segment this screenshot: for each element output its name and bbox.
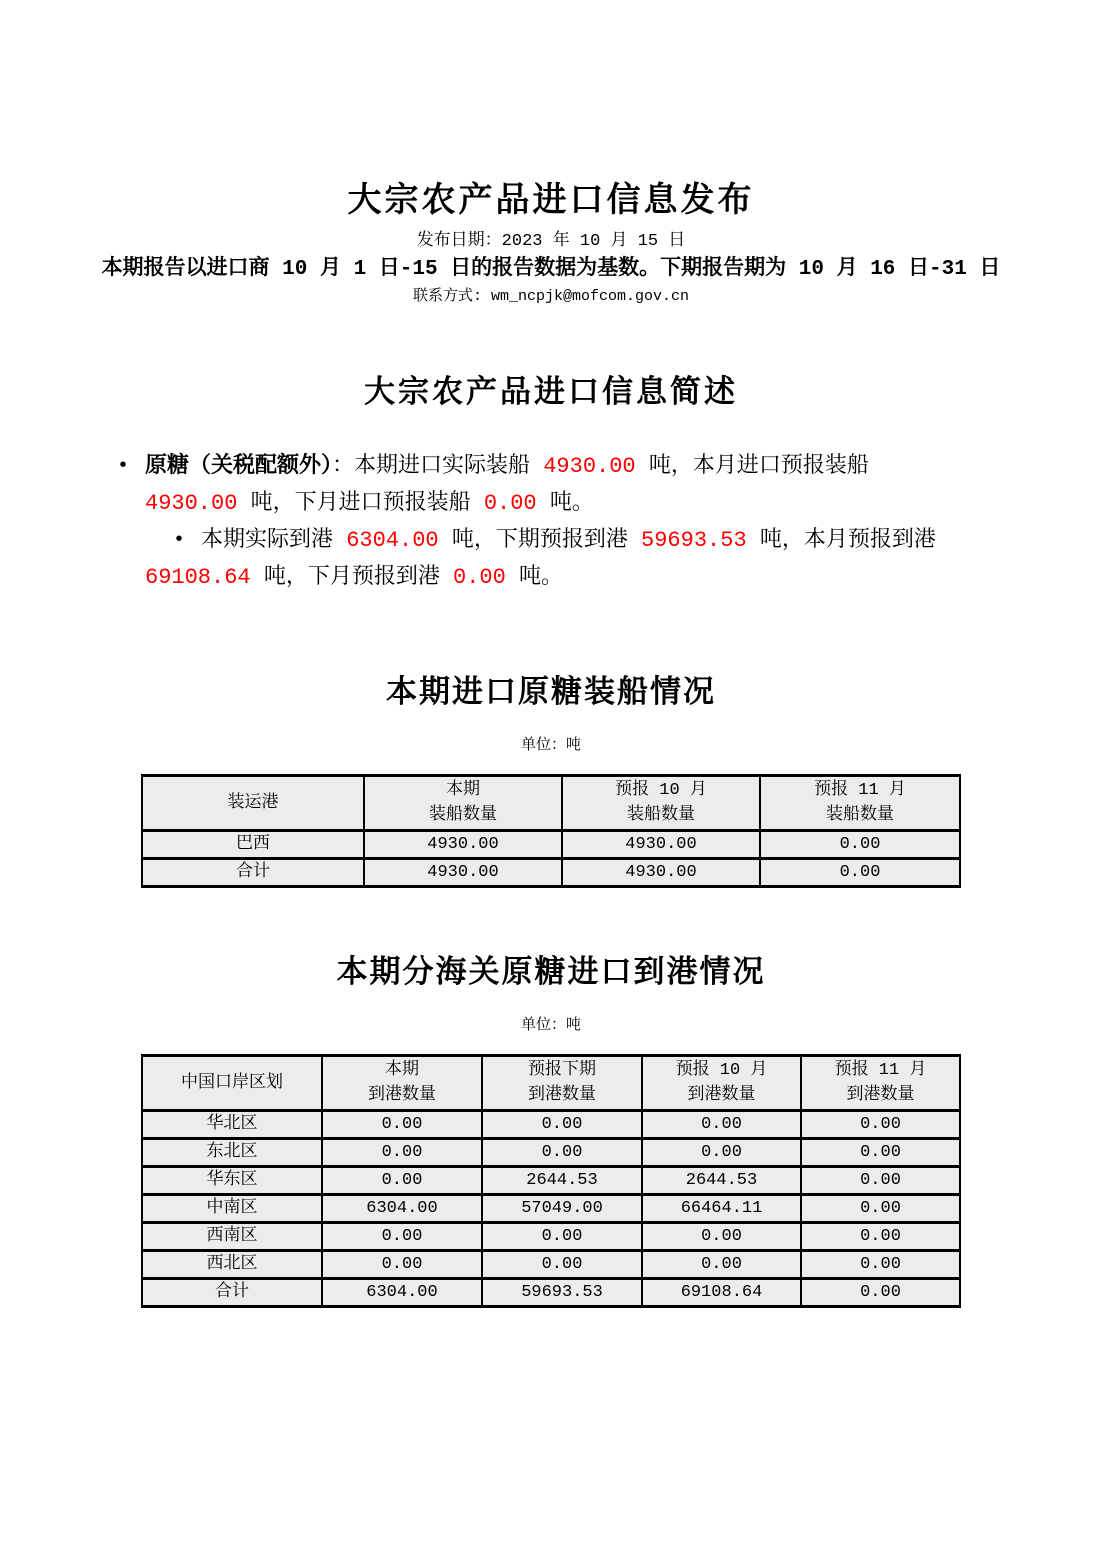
value-cell: 4930.00	[364, 831, 562, 859]
bullet-text: 吨，本月预报到港	[746, 528, 936, 553]
column-header-forecast-nov	[760, 776, 960, 831]
bullet-text: ：本期进口实际装船	[332, 454, 544, 479]
row-label: 合计	[142, 1279, 322, 1307]
table-row-north-china	[142, 1111, 960, 1139]
column-header-current-arrival	[322, 1056, 482, 1111]
bullet-text: 吨，本月进口预报装船	[635, 454, 869, 479]
table-row-total	[142, 859, 960, 887]
header-line: 中国口岸区划	[181, 1073, 283, 1093]
table-row-total	[142, 1279, 960, 1307]
red-value: 0.00	[483, 491, 537, 516]
red-value: 69108.64	[145, 565, 251, 590]
value-cell: 0.00	[801, 1223, 960, 1251]
red-value: 0.00	[453, 565, 506, 590]
value-cell: 0.00	[760, 859, 960, 887]
value-cell: 0.00	[322, 1251, 482, 1279]
row-label: 华北区	[142, 1111, 322, 1139]
column-header-region	[142, 1056, 322, 1111]
value-cell: 0.00	[642, 1251, 801, 1279]
value-cell: 0.00	[801, 1279, 960, 1307]
value-cell: 6304.00	[322, 1195, 482, 1223]
page-title: 大宗农产品进口信息发布	[347, 184, 755, 222]
shipping-table	[141, 774, 961, 888]
value-cell: 6304.00	[322, 1279, 482, 1307]
red-value: 4930.00	[145, 491, 238, 516]
value-cell: 59693.53	[482, 1279, 642, 1307]
value-cell: 0.00	[642, 1223, 801, 1251]
bullet-text: 吨。	[536, 491, 594, 516]
value-cell: 4930.00	[364, 859, 562, 887]
bullet-text: 吨，下月预报到港	[250, 565, 454, 590]
header-line: 预报 11 月	[814, 781, 906, 800]
header-line: 到港数量	[528, 1086, 596, 1105]
value-cell: 0.00	[801, 1167, 960, 1195]
column-header-forecast-nov	[801, 1056, 960, 1111]
arrival-table	[141, 1054, 961, 1308]
column-header-current-shipment	[364, 776, 562, 831]
value-cell: 0.00	[801, 1195, 960, 1223]
row-label: 华东区	[142, 1167, 322, 1195]
row-label: 合计	[142, 859, 364, 887]
publish-date: 发布日期：2023 年 10 月 15 日	[416, 232, 686, 251]
value-cell: 0.00	[482, 1223, 642, 1251]
table-row-central-south	[142, 1195, 960, 1223]
header-line: 预报 11 月	[834, 1061, 927, 1080]
bullet-text: 本期实际到港	[201, 528, 347, 553]
row-label: 巴西	[142, 831, 364, 859]
bullet-icon: •	[173, 529, 186, 552]
value-cell: 0.00	[322, 1223, 482, 1251]
shipping-table-title: 本期进口原糖装船情况	[386, 677, 716, 712]
report-period-note: 本期报告以进口商 10 月 1 日-15 日的报告数据为基数。下期报告期为 10 月 16 日-31 日	[101, 258, 1001, 281]
value-cell: 4930.00	[562, 831, 760, 859]
header-line: 装运港	[227, 793, 279, 813]
value-cell: 0.00	[322, 1139, 482, 1167]
value-cell: 0.00	[482, 1111, 642, 1139]
arrival-header-row	[142, 1056, 960, 1111]
header-line: 本期	[385, 1061, 419, 1080]
bullet-text: 吨，下期预报到港	[438, 528, 642, 553]
header-line: 装船数量	[627, 806, 695, 825]
header-line: 到港数量	[368, 1086, 436, 1105]
value-cell: 66464.11	[642, 1195, 801, 1223]
column-header-forecast-oct	[642, 1056, 801, 1111]
summary-section-title: 大宗农产品进口信息简述	[364, 377, 738, 412]
header-line: 预报 10 月	[675, 1061, 768, 1080]
summary-list	[117, 448, 977, 596]
header-line: 到港数量	[846, 1086, 915, 1105]
value-cell: 0.00	[801, 1111, 960, 1139]
header-line: 本期	[446, 781, 480, 800]
value-cell: 69108.64	[642, 1279, 801, 1307]
row-label: 东北区	[142, 1139, 322, 1167]
arrival-table-title: 本期分海关原糖进口到港情况	[336, 957, 766, 992]
value-cell: 0.00	[801, 1251, 960, 1279]
value-cell: 0.00	[760, 831, 960, 859]
column-header-forecast-oct	[562, 776, 760, 831]
value-cell: 0.00	[322, 1167, 482, 1195]
column-header-forecast-next	[482, 1056, 642, 1111]
value-cell: 57049.00	[482, 1195, 642, 1223]
summary-bullet-shipping	[117, 448, 977, 522]
bullet-text: 吨，下月进口预报装船	[237, 491, 484, 516]
value-cell: 0.00	[322, 1111, 482, 1139]
red-value: 4930.00	[543, 454, 636, 479]
summary-bullet-arrival	[145, 522, 977, 596]
header-line: 到港数量	[687, 1086, 756, 1105]
arrival-unit-label: 单位：吨	[520, 1017, 581, 1034]
table-row-northwest	[142, 1251, 960, 1279]
table-row-northeast	[142, 1139, 960, 1167]
value-cell: 2644.53	[482, 1167, 642, 1195]
value-cell: 2644.53	[642, 1167, 801, 1195]
shipping-header-row	[142, 776, 960, 831]
header-line: 装船数量	[429, 806, 497, 825]
contact-email: 联系方式: wm_ncpjk@mofcom.gov.cn	[412, 288, 690, 305]
red-value: 6304.00	[346, 528, 439, 553]
value-cell: 0.00	[482, 1139, 642, 1167]
shipping-unit-label: 单位：吨	[520, 737, 581, 754]
row-label: 西北区	[142, 1251, 322, 1279]
header-line: 装船数量	[826, 806, 894, 825]
value-cell: 0.00	[801, 1139, 960, 1167]
bullet-icon: •	[117, 455, 130, 478]
value-cell: 4930.00	[562, 859, 760, 887]
table-row-east-china	[142, 1167, 960, 1195]
row-label: 西南区	[142, 1223, 322, 1251]
table-row-brazil	[142, 831, 960, 859]
value-cell: 0.00	[642, 1111, 801, 1139]
red-value: 59693.53	[641, 528, 747, 553]
value-cell: 0.00	[642, 1139, 801, 1167]
bullet-text: 吨。	[505, 565, 564, 590]
header-line: 预报下期	[528, 1061, 596, 1080]
column-header-port	[142, 776, 364, 831]
header-line: 预报 10 月	[615, 781, 707, 800]
bullet-lead: 原糖（关税配额外）	[145, 454, 333, 479]
table-row-southwest	[142, 1223, 960, 1251]
value-cell: 0.00	[482, 1251, 642, 1279]
row-label: 中南区	[142, 1195, 322, 1223]
